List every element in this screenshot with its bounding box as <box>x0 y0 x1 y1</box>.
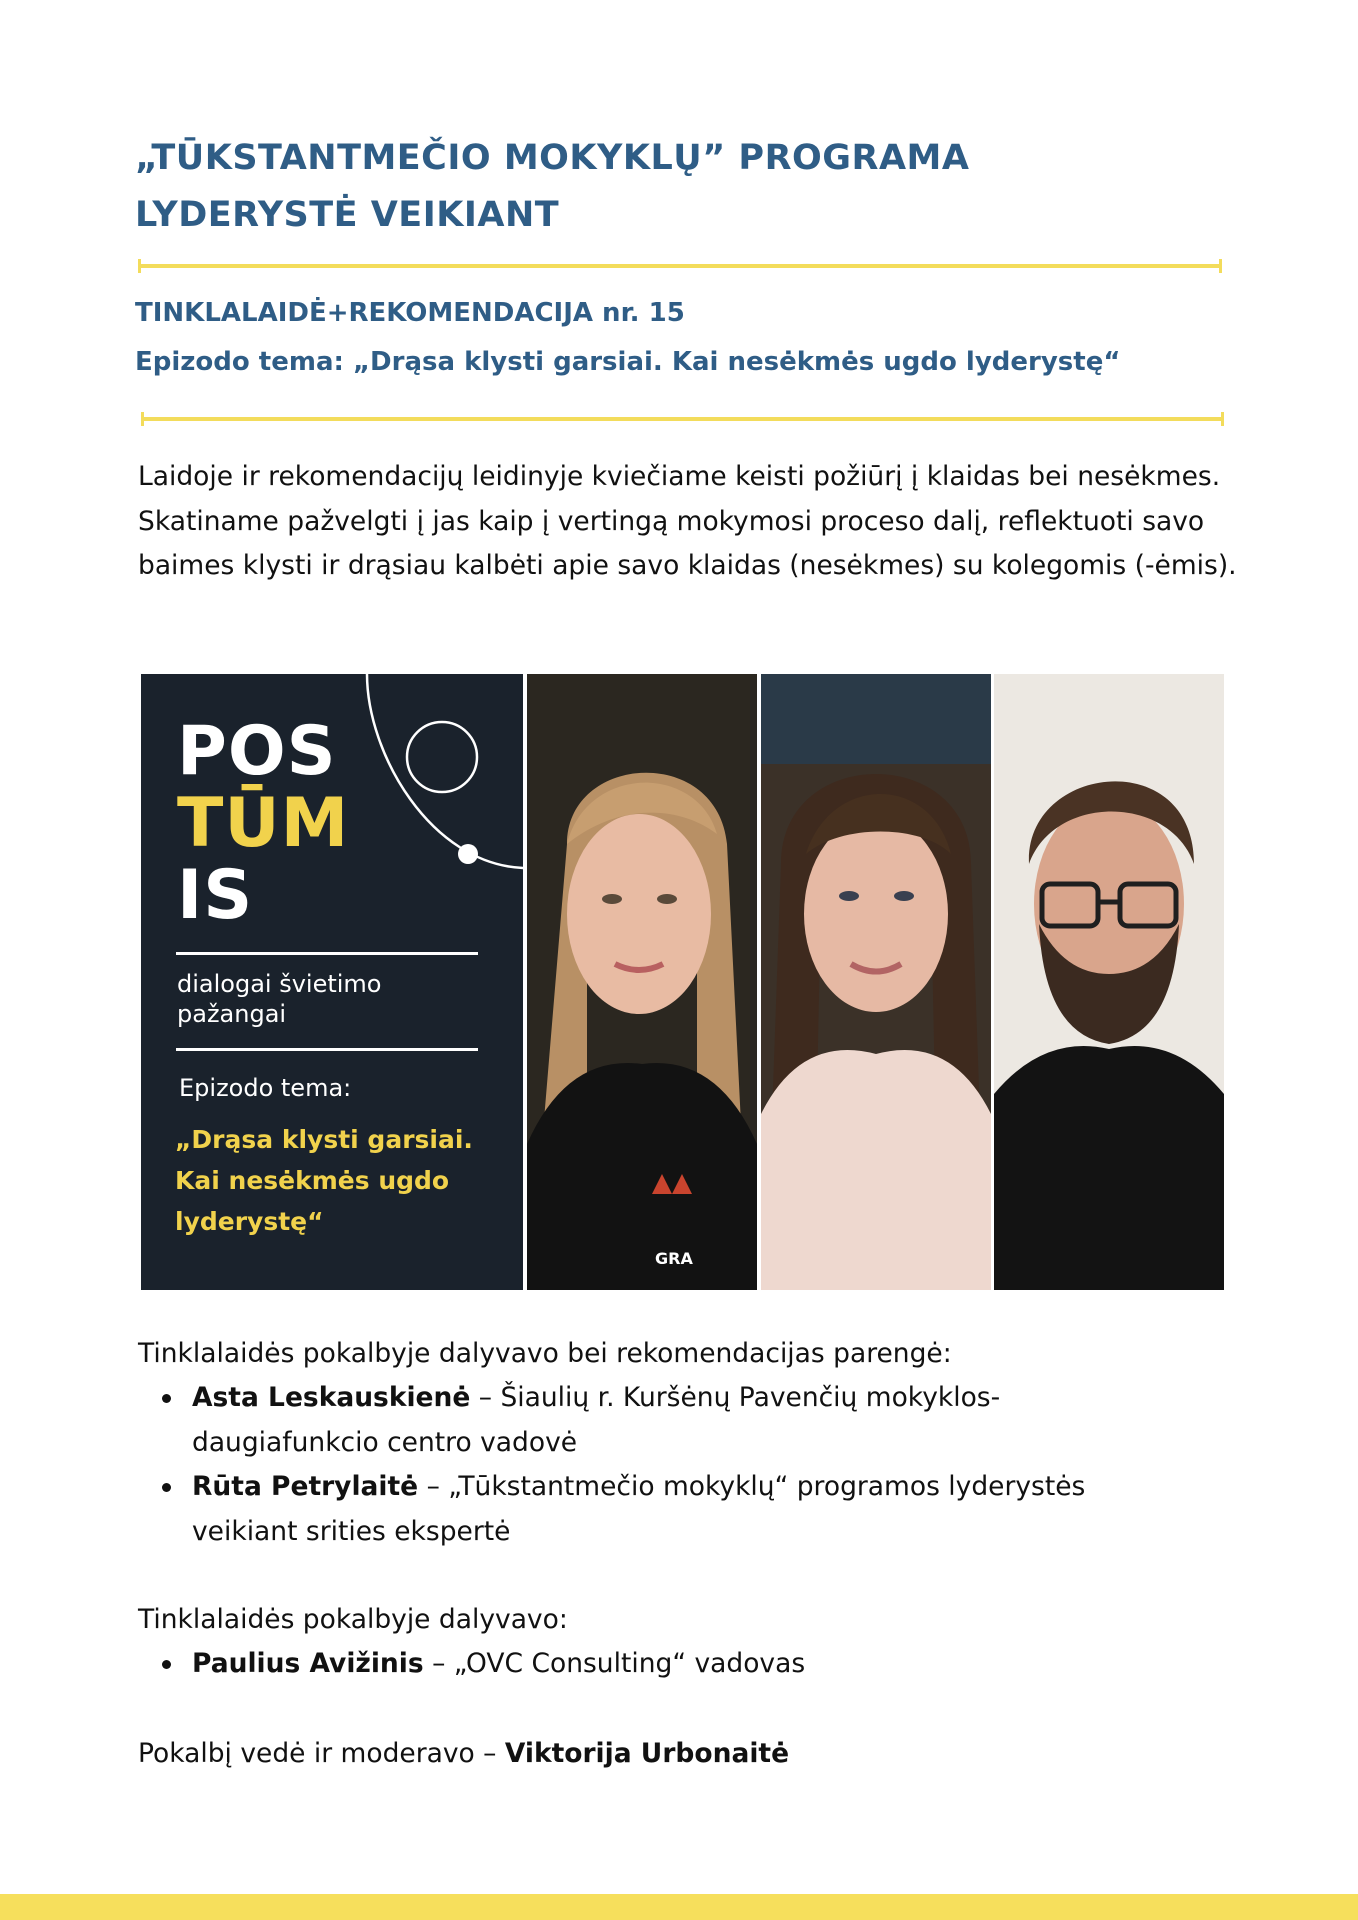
poster-subtitle-line2: pažangai <box>177 1000 287 1028</box>
logo-tum: TŪM <box>177 784 350 863</box>
guest-role: – „OVC Consulting“ vadovas <box>423 1648 806 1679</box>
contributor-name: Asta Leskauskienė <box>192 1382 471 1413</box>
poster-divider-1 <box>176 952 478 955</box>
divider-top <box>138 264 1222 268</box>
portrait-woman-dark-hair-icon <box>761 674 991 1290</box>
list-item <box>160 1465 1160 1554</box>
episode-number: TINKLALAIDĖ+REKOMENDACIJA nr. 15 <box>135 298 685 328</box>
contributors-list <box>160 1376 1160 1554</box>
poster-episode-topic <box>175 1119 495 1242</box>
contributor-role-cont: daugiafunkcio centro vadovė <box>192 1426 578 1458</box>
guests-heading: Tinklalaidės pokalbyje dalyvavo: <box>138 1604 568 1635</box>
episode-topic: Epizodo tema: „Drąsa klysti garsiai. Kai nesėkmės ugdo lyderystę“ <box>135 347 1121 377</box>
portrait-man-glasses-beard-icon <box>994 674 1224 1290</box>
guest-name: Paulius Avižinis <box>192 1648 424 1679</box>
poster-divider-2 <box>176 1048 478 1051</box>
poster-episode-label: Epizodo tema: <box>179 1074 352 1102</box>
moderator-line <box>138 1732 789 1777</box>
program-title-line2: LYDERYSTĖ VEIKIANT <box>135 195 560 235</box>
postumis-poster <box>141 674 523 1290</box>
divider-bottom <box>141 417 1224 421</box>
bullet-icon <box>162 1483 171 1492</box>
logo-is: IS <box>177 856 254 935</box>
shirt-logo-text: GRA <box>655 1249 693 1268</box>
program-title <box>135 130 969 244</box>
poster-subtitle <box>177 969 381 1029</box>
bullet-icon <box>162 1394 171 1403</box>
portrait-woman-blonde-icon <box>527 674 757 1290</box>
program-title-line1: „TŪKSTANTMEČIO MOKYKLŲ” PROGRAMA <box>135 138 970 178</box>
contributors-heading: Tinklalaidės pokalbyje dalyvavo bei rekomendacijas parengė: <box>138 1338 952 1369</box>
podcast-banner <box>141 674 1224 1290</box>
guests-list <box>160 1642 1160 1687</box>
moderator-label: Pokalbį vedė ir moderavo – <box>138 1738 505 1769</box>
moderator-name: Viktorija Urbonaitė <box>504 1738 790 1769</box>
list-item <box>160 1376 1160 1465</box>
logo-pos: POS <box>177 712 337 791</box>
poster-topic-line1: „Drąsa klysti garsiai. <box>175 1125 473 1154</box>
bullet-icon <box>162 1660 171 1669</box>
portrait-ruta-photo <box>761 674 991 1290</box>
contributor-name: Rūta Petrylaitė <box>192 1471 419 1502</box>
intro-paragraph: Laidoje ir rekomendacijų leidinyje kviečiame keisti požiūrį į klaidas bei nesėkmes. Skatiname pažvelgti į jas kaip į vertingą mokymosi proceso dalį, reflektuoti savo baimes klysti ir drąsiau kalbėti apie savo klaidas (nesėkmes) su kolegomis (-ėmis). <box>138 461 1237 581</box>
poster-topic-line3: lyderystę“ <box>175 1207 324 1236</box>
poster-topic-line2: Kai nesėkmės ugdo <box>175 1166 450 1195</box>
contributor-role: – Šiaulių r. Kuršėnų Pavenčių mokyklos- <box>470 1382 1001 1413</box>
portrait-paulius-photo <box>994 674 1224 1290</box>
list-item <box>160 1642 1160 1687</box>
poster-subtitle-line1: dialogai švietimo <box>177 970 382 998</box>
portrait-asta-photo <box>527 674 757 1290</box>
contributor-role: – „Tūkstantmečio mokyklų“ programos lyderystės <box>418 1471 1086 1502</box>
contributor-role-cont: veikiant srities ekspertė <box>192 1515 511 1547</box>
footer-bar <box>0 1894 1358 1920</box>
